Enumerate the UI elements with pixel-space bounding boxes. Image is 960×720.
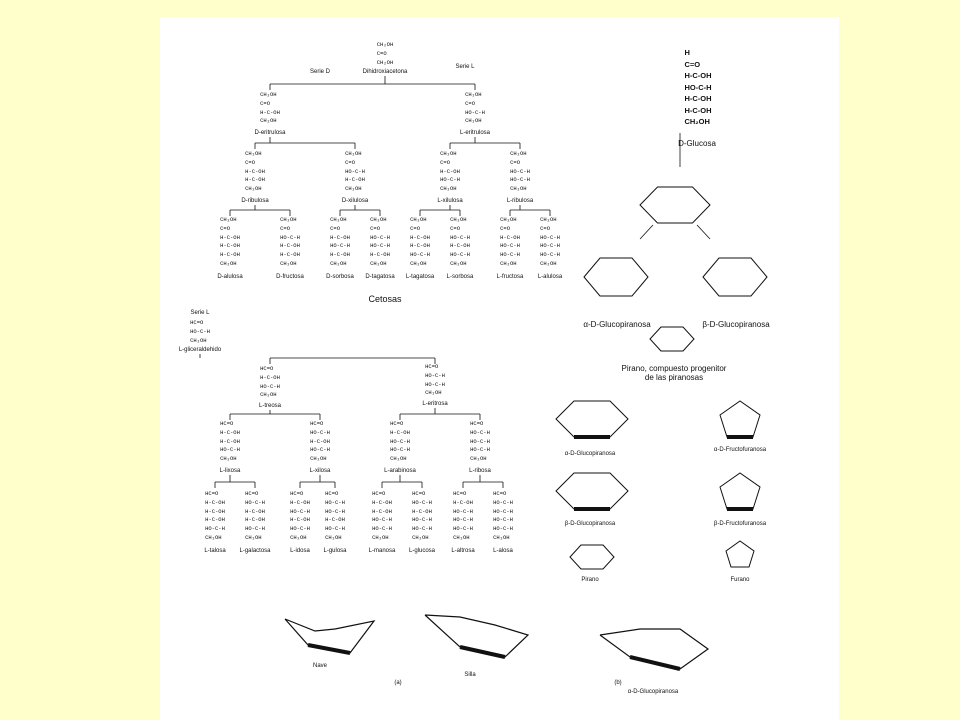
ketohexose-4-formula: CH₂OH C=O HO-C-H HO-C-H H-C-OH CH₂OH	[370, 216, 390, 267]
pyran-caption-line2: de las piranosas	[644, 373, 704, 382]
ketohexose-3-formula: CH₂OH C=O H-C-OH HO-C-H H-C-OH CH₂OH	[330, 216, 350, 267]
aldopentose-4-label: L-ribosa	[469, 468, 491, 474]
pyran-ring	[650, 327, 694, 351]
pyran-caption-line1: Pirano, compuesto progenitor	[621, 364, 727, 373]
aldohexose-5-formula: HC=O H-C-OH H-C-OH HO-C-H HO-C-H CH₂OH	[372, 490, 392, 541]
aldohexose-1-formula: HC=O H-C-OH H-C-OH H-C-OH HO-C-H CH₂OH	[205, 490, 225, 541]
ketohexose-2-formula: CH₂OH C=O HO-C-H H-C-OH H-C-OH CH₂OH	[280, 216, 300, 267]
ketotetrose-d-formula: CH₂OH C=O H-C-OH CH₂OH	[260, 91, 280, 125]
equilibrium-arrow-left	[640, 225, 653, 239]
pyran-label: Pirano	[581, 577, 599, 583]
haworth-alpha-glucopyranose-label: α-D-Glucopiranosa	[564, 451, 616, 457]
conformation-glucopyranose-label: α-D-Glucopiranosa	[627, 689, 679, 695]
series-d-label: Serie D	[309, 69, 331, 75]
beta-glucopyranose-label: β-D-Glucopiranosa	[702, 320, 770, 329]
series-l-label: Serie L	[455, 64, 475, 70]
ketotetrose-d-label: D-eritrulosa	[254, 130, 286, 136]
ketopentose-2-label: D-xilulosa	[341, 198, 369, 204]
glucose-label: D-Glucosa	[678, 139, 716, 148]
ketohexose-1-formula: CH₂OH C=O H-C-OH H-C-OH H-C-OH CH₂OH	[220, 216, 240, 267]
dihydroxyacetone-label: Dihidroxiacetona	[362, 69, 408, 75]
ketohexose-6-label: L-sorbosa	[446, 274, 474, 280]
aldohexose-2-label: L-galactosa	[239, 548, 271, 554]
chair-label: Silla	[464, 672, 476, 678]
aldopentose-3-label: L-arabinosa	[384, 468, 416, 474]
ketohexose-3-label: D-sorbosa	[326, 274, 354, 280]
aldohexose-3-label: L-idosa	[290, 548, 310, 554]
glyceraldehyde-formula: HC=O HO-C-H CH₂OH	[190, 319, 210, 344]
aldotetrose-2-formula: HC=O HO-C-H HO-C-H CH₂OH	[425, 363, 445, 397]
ketotetrose-l-formula: CH₂OH C=O HO-C-H CH₂OH	[465, 91, 485, 125]
aldopentose-4-formula: HC=O HO-C-H HO-C-H HO-C-H CH₂OH	[470, 420, 490, 463]
aldopentose-1-label: L-lixosa	[219, 468, 241, 474]
ketohexose-2-label: D-fructosa	[276, 274, 304, 280]
aldohexose-8-formula: HC=O HO-C-H HO-C-H HO-C-H HO-C-H CH₂OH	[493, 490, 513, 541]
ketohexose-5-formula: CH₂OH C=O H-C-OH H-C-OH HO-C-H CH₂OH	[410, 216, 430, 267]
equilibrium-arrow-right	[697, 225, 710, 239]
aldohexose-7-label: L-altrosa	[451, 548, 475, 554]
haworth-alpha-fructofuranose-label: α-D-Fructofuranosa	[713, 447, 767, 453]
ketohexose-7-label: L-fructosa	[496, 274, 524, 280]
haworth-alpha-fructofuranose	[720, 401, 760, 437]
ketohexose-7-formula: CH₂OH C=O H-C-OH HO-C-H HO-C-H CH₂OH	[500, 216, 520, 267]
aldohexose-4-label: L-gulosa	[323, 548, 347, 554]
haworth-beta-glucopyranose	[556, 473, 628, 509]
haworth-beta-glucopyranose-label: β-D-Glucopiranosa	[564, 521, 616, 527]
ketohexose-5-label: L-tagatosa	[405, 274, 435, 280]
textbook-page	[160, 17, 839, 720]
ketopentose-1-label: D-ribulosa	[241, 198, 269, 204]
aldopentose-2-formula: HC=O HO-C-H H-C-OH HO-C-H CH₂OH	[310, 420, 330, 463]
boat-label: Nave	[312, 663, 328, 669]
aldopentose-1-formula: HC=O H-C-OH H-C-OH HO-C-H CH₂OH	[220, 420, 240, 463]
aldotetrose-1-label: L-treosa	[258, 403, 282, 409]
aldohexose-5-label: L-manosa	[368, 548, 396, 554]
glucose-open-ring	[640, 187, 710, 223]
aldohexose-7-formula: HC=O H-C-OH HO-C-H HO-C-H HO-C-H CH₂OH	[453, 490, 473, 541]
haworth-furan	[726, 541, 754, 567]
aldose-series-label: Serie L	[190, 310, 210, 316]
chair-front-edge	[460, 647, 505, 657]
aldotetrose-2-label: L-eritrosa	[422, 401, 448, 407]
aldohexose-2-formula: HC=O HO-C-H H-C-OH H-C-OH HO-C-H CH₂OH	[245, 490, 265, 541]
furan-label: Furano	[730, 577, 750, 583]
dihydroxyacetone-formula: CH₂OH C=O CH₂OH	[376, 41, 394, 66]
ketohexose-6-formula: CH₂OH C=O HO-C-H H-C-OH HO-C-H CH₂OH	[450, 216, 470, 267]
ketohexose-1-label: D-alulosa	[217, 274, 243, 280]
ketopentose-2-formula: CH₂OH C=O HO-C-H H-C-OH CH₂OH	[345, 150, 365, 193]
ketohexose-8-formula: CH₂OH C=O HO-C-H HO-C-H HO-C-H CH₂OH	[540, 216, 560, 267]
ketohexose-4-label: D-tagatosa	[365, 274, 395, 280]
aldohexose-6-label: L-glucosa	[408, 548, 436, 554]
aldohexose-3-formula: HC=O H-C-OH HO-C-H H-C-OH HO-C-H CH₂OH	[290, 490, 310, 541]
glucose-fischer-formula: H C=O H-C-OH HO-C-H H-C-OH H-C-OH CH₂OH	[684, 48, 712, 126]
glucopyranose-chair-front	[630, 657, 680, 669]
haworth-alpha-glucopyranose	[556, 401, 628, 437]
boat-front-edge	[308, 645, 350, 653]
aldopentose-2-label: L-xilosa	[309, 468, 331, 474]
ketopentose-3-formula: CH₂OH C=O H-C-OH HO-C-H CH₂OH	[440, 150, 460, 193]
ketotetrose-l-label: L-eritrulosa	[459, 130, 491, 136]
ketoses-caption: Cetosas	[368, 294, 402, 304]
glyceraldehyde-label: L-gliceraldehido	[178, 347, 222, 353]
aldohexose-4-formula: HC=O HO-C-H HO-C-H H-C-OH HO-C-H CH₂OH	[325, 490, 345, 541]
haworth-beta-fructofuranose	[720, 473, 760, 509]
aldohexose-1-label: L-talosa	[204, 548, 226, 554]
aldohexose-6-formula: HC=O HO-C-H H-C-OH HO-C-H HO-C-H CH₂OH	[412, 490, 432, 541]
ketopentose-3-label: L-xilulosa	[437, 198, 463, 204]
figure-label-a: (a)	[394, 680, 402, 686]
haworth-beta-fructofuranose-label: β-D-Fructofuranosa	[713, 521, 767, 527]
figure-label-b: (b)	[614, 680, 622, 686]
aldopentose-3-formula: HC=O H-C-OH HO-C-H HO-C-H CH₂OH	[390, 420, 410, 463]
beta-glucopyranose-ring	[703, 258, 767, 296]
ketopentose-1-formula: CH₂OH C=O H-C-OH H-C-OH CH₂OH	[245, 150, 265, 193]
haworth-pyran	[570, 545, 614, 569]
alpha-glucopyranose-ring	[584, 258, 648, 296]
aldotetrose-1-formula: HC=O H-C-OH HO-C-H CH₂OH	[260, 365, 280, 399]
alpha-glucopyranose-label: α-D-Glucopiranosa	[583, 320, 651, 329]
ketopentose-4-label: L-ribulosa	[506, 198, 534, 204]
aldohexose-8-label: L-alosa	[493, 548, 513, 554]
ketohexose-8-label: L-alulosa	[537, 274, 563, 280]
ketopentose-4-formula: CH₂OH C=O HO-C-H HO-C-H CH₂OH	[510, 150, 530, 193]
